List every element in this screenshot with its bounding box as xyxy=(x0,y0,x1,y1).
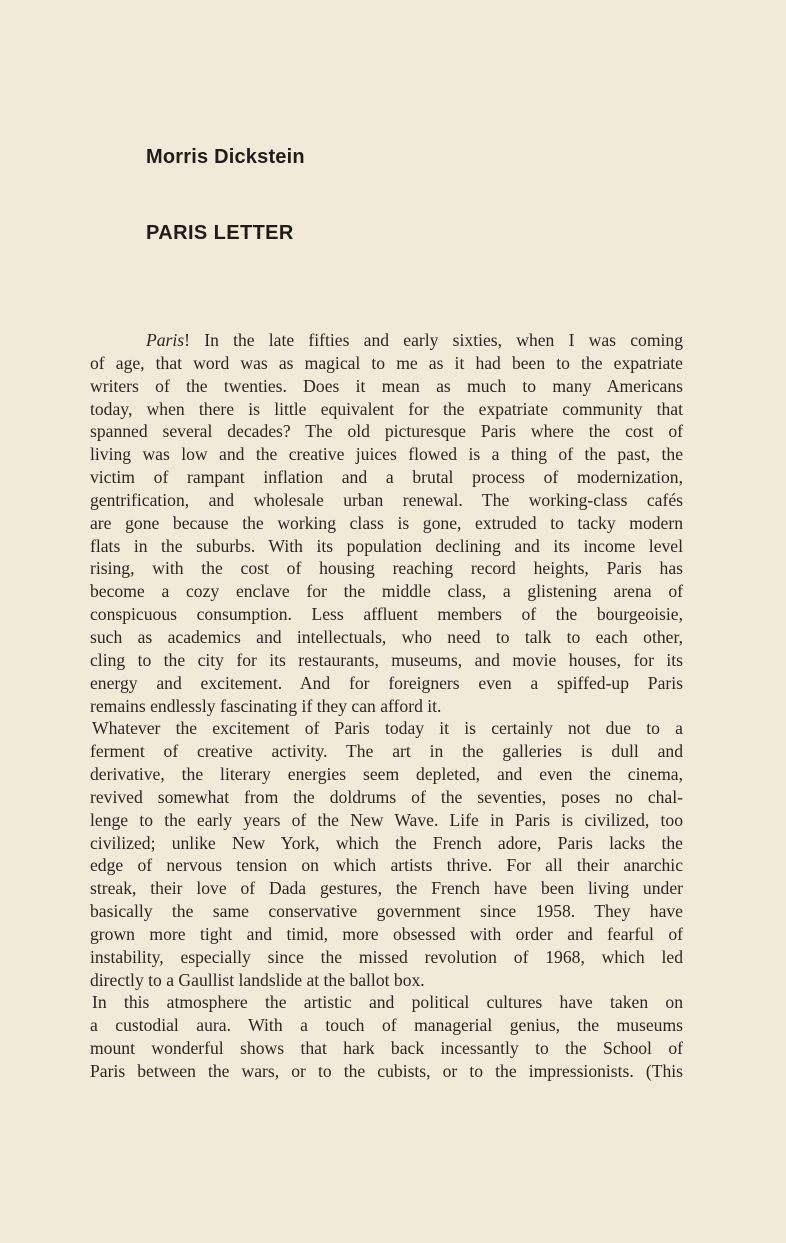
line-text: Whatever the excitement of Paris today it is certainly not due to a xyxy=(92,718,683,739)
article-title: PARIS LETTER xyxy=(146,222,294,244)
text-line xyxy=(90,1014,683,1037)
line-text: civilized; unlike New York, which the French adore, Paris lacks the xyxy=(90,832,683,853)
text-line xyxy=(90,535,683,558)
line-text: grown more tight and timid, more obsessed with order and fearful of xyxy=(90,923,683,944)
line-text: directly to a Gaullist landslide at the ballot box. xyxy=(90,969,425,990)
line-text: energy and excitement. And for foreigners even a spiffed-up Paris xyxy=(90,672,683,693)
text-line xyxy=(90,763,683,786)
line-text: cling to the city for its restaurants, museums, and movie houses, for its xyxy=(90,649,683,670)
line-text: mount wonderful shows that hark back incessantly to the School of xyxy=(90,1038,683,1059)
line-text: derivative, the literary energies seem depleted, and even the cinema, xyxy=(90,764,683,785)
line-text: edge of nervous tension on which artists thrive. For all their anarchic xyxy=(90,855,683,876)
text-line xyxy=(90,854,683,877)
line-text: In this atmosphere the artistic and political cultures have taken on xyxy=(92,992,683,1013)
text-line xyxy=(90,420,683,443)
line-text: lenge to the early years of the New Wave. Life in Paris is civilized, too xyxy=(90,809,683,830)
text-line xyxy=(90,740,683,763)
line-text: instability, especially since the missed revolution of 1968, which led xyxy=(90,946,683,967)
line-text: ferment of creative activity. The art in the galleries is dull and xyxy=(90,741,683,762)
text-line xyxy=(90,626,683,649)
text-line xyxy=(90,580,683,603)
line-text: gentrification, and wholesale urban renewal. The working-class cafés xyxy=(90,489,683,510)
text-line xyxy=(90,672,683,695)
text-line xyxy=(90,443,683,466)
text-line xyxy=(90,991,683,1014)
line-text: writers of the twenties. Does it mean as much to many Americans xyxy=(90,375,683,396)
paragraph-3 xyxy=(90,991,683,1082)
text-line xyxy=(90,877,683,900)
text-line xyxy=(90,603,683,626)
line-text: Paris between the wars, or to the cubists, or to the impressionists. (This xyxy=(90,1061,683,1081)
author-name: Morris Dickstein xyxy=(146,146,305,168)
line-text: become a cozy enclave for the middle class, a glistening arena of xyxy=(90,581,683,602)
text-line xyxy=(90,466,683,489)
text-line xyxy=(90,717,683,740)
text-line xyxy=(90,329,683,352)
text-line xyxy=(90,1060,683,1083)
line-text: such as academics and intellectuals, who need to talk to each other, xyxy=(90,626,683,647)
line-text: of age, that word was as magical to me as it had been to the expatriate xyxy=(90,352,683,373)
line-text: spanned several decades? The old picturesque Paris where the cost of xyxy=(90,421,683,442)
line-text: a custodial aura. With a touch of managerial genius, the museums xyxy=(90,1015,683,1036)
emphasis: Paris xyxy=(146,330,185,350)
text-line xyxy=(90,557,683,580)
text-line xyxy=(90,832,683,855)
paragraph-1 xyxy=(90,329,683,717)
line-text: revived somewhat from the doldrums of the seventies, poses no chal- xyxy=(90,786,683,807)
text-line xyxy=(90,1037,683,1060)
line-text: rising, with the cost of housing reaching record heights, Paris has xyxy=(90,558,683,579)
line-text: today, when there is little equivalent for the expatriate community that xyxy=(90,398,683,419)
text-line xyxy=(90,786,683,809)
line-text: conspicuous consumption. Less affluent members of the bourgeoisie, xyxy=(90,604,683,625)
line-text: living was low and the creative juices flowed is a thing of the past, the xyxy=(90,444,683,465)
line-text: victim of rampant inflation and a brutal process of modernization, xyxy=(90,467,683,488)
line-text: flats in the suburbs. With its population declining and its income level xyxy=(90,535,683,556)
line-text: remains endlessly fascinating if they can afford it. xyxy=(90,695,442,716)
line-text: streak, their love of Dada gestures, the French have been living under xyxy=(90,878,683,899)
paragraph-2 xyxy=(90,717,683,991)
text-line xyxy=(90,809,683,832)
text-line xyxy=(90,969,683,992)
line-text: ! In the late fifties and early sixties, when I was coming xyxy=(184,330,683,350)
text-line xyxy=(90,649,683,672)
text-line xyxy=(90,923,683,946)
text-line xyxy=(90,352,683,375)
text-line xyxy=(90,695,683,718)
line-text: basically the same conservative government since 1958. They have xyxy=(90,901,683,922)
text-line xyxy=(90,512,683,535)
text-line xyxy=(90,375,683,398)
text-line xyxy=(90,900,683,923)
text-line xyxy=(90,489,683,512)
text-line xyxy=(90,398,683,421)
article-body xyxy=(90,329,683,1083)
line-text: are gone because the working class is gone, extruded to tacky modern xyxy=(90,512,683,533)
text-line xyxy=(90,946,683,969)
